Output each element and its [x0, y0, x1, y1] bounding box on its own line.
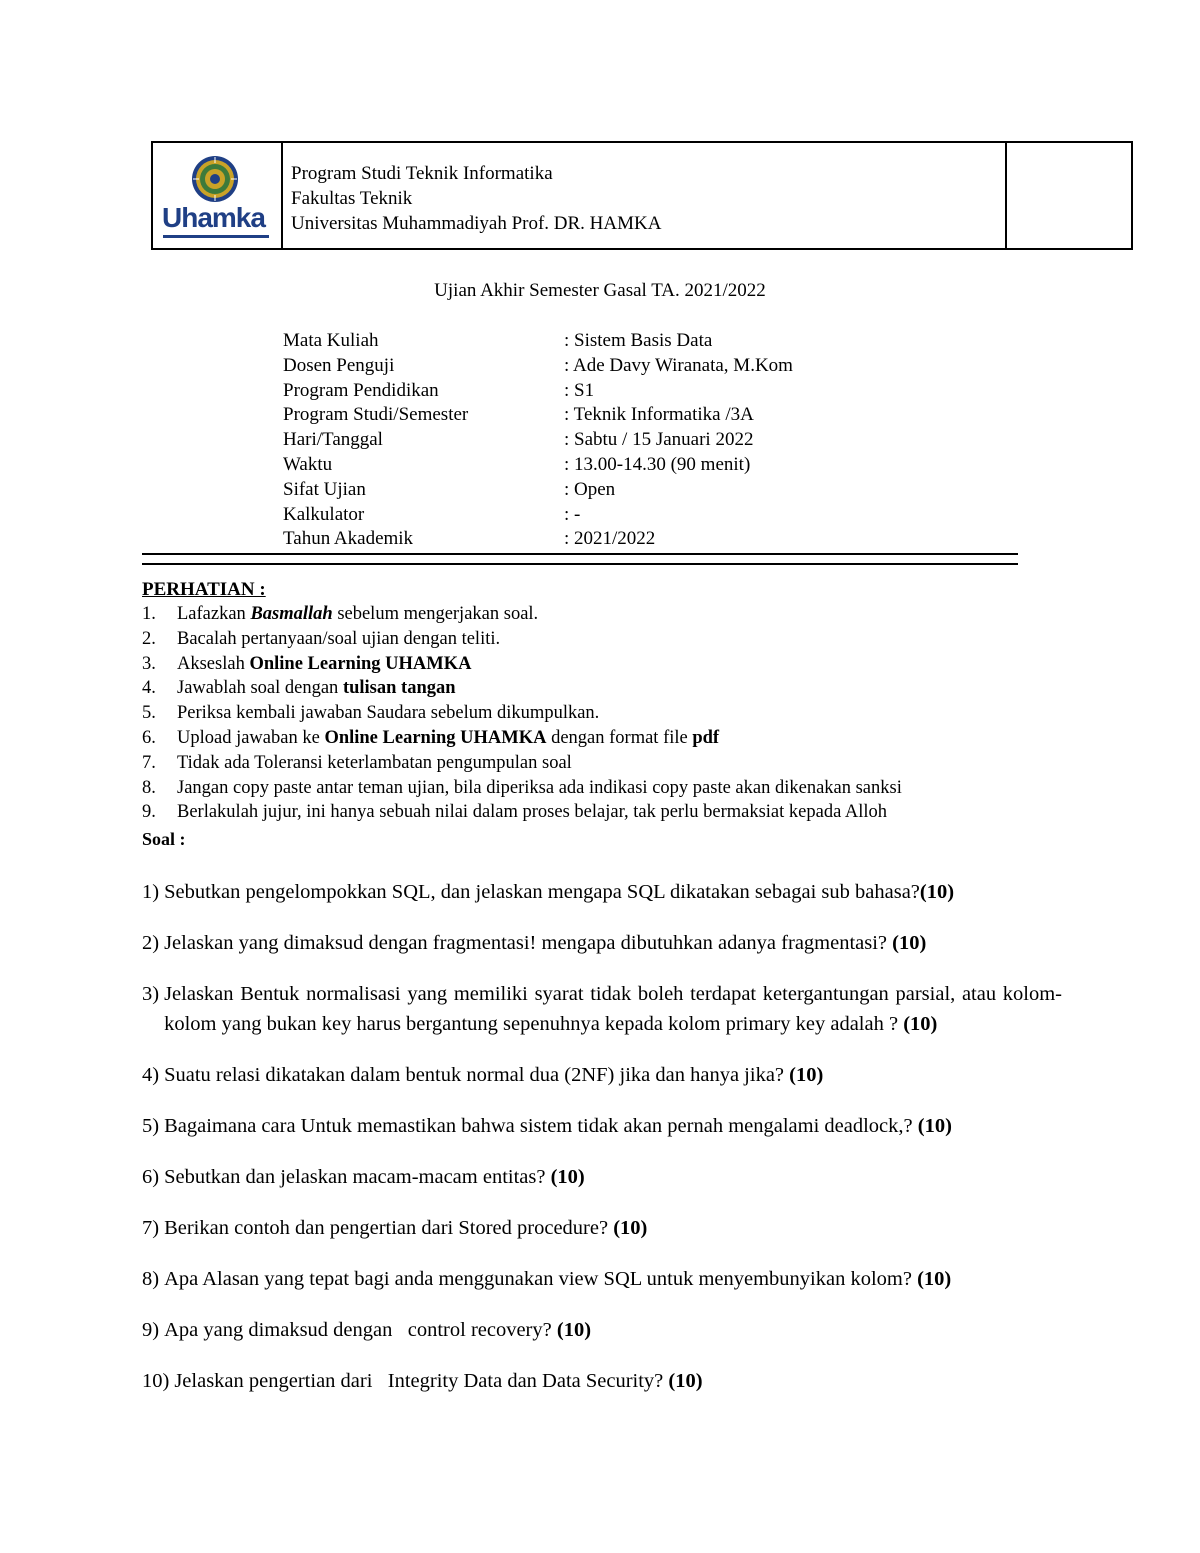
- rule-text-part: Akseslah: [177, 653, 250, 674]
- question-points: (10): [917, 1268, 952, 1290]
- meta-label: Kalkulator: [283, 503, 365, 525]
- meta-row: [283, 453, 793, 478]
- meta-row: [283, 503, 793, 528]
- question-points: (10): [789, 1064, 824, 1086]
- question-points: (10): [919, 881, 955, 903]
- meta-row: [283, 329, 793, 354]
- list-item: [142, 627, 902, 652]
- rule-number: 2.: [142, 628, 156, 649]
- rule-text: Bacalah pertanyaan/soal ujian dengan teliti.: [177, 628, 501, 649]
- rule-text: [177, 726, 719, 751]
- meta-label: Dosen Penguji: [283, 354, 395, 376]
- institution-info: [283, 143, 1007, 248]
- logo-underline: [163, 235, 269, 238]
- question-item: [142, 928, 1062, 958]
- rule-text: Jangan copy paste antar teman ujian, bila diperiksa ada indikasi copy paste akan dikenakan sanksi: [177, 777, 902, 798]
- question-item: [142, 1366, 1062, 1396]
- rule-text: [177, 676, 456, 701]
- meta-row: [283, 478, 793, 503]
- rule-text: [177, 652, 471, 677]
- university-seal-icon: [191, 155, 239, 203]
- meta-value: : Sabtu / 15 Januari 2022: [564, 429, 754, 451]
- meta-row: [283, 379, 793, 404]
- meta-label: Hari/Tanggal: [283, 429, 383, 451]
- question-item: [142, 1111, 1062, 1141]
- rule-text-bold: pdf: [692, 727, 720, 748]
- rule-number: 4.: [142, 678, 156, 699]
- question-text-part: Apa Alasan yang tepat bagi anda menggunakan view SQL untuk menyembunyikan kolom?: [164, 1268, 918, 1290]
- question-text-part: Sebutkan pengelompokkan SQL, dan jelaskan mengapa SQL dikatakan sebagai sub bahasa?: [164, 881, 920, 903]
- rule-text: Periksa kembali jawaban Saudara sebelum dikumpulkan.: [177, 703, 600, 724]
- question-points: (10): [556, 1319, 592, 1341]
- double-line-separator: [142, 553, 1018, 565]
- exam-details: [283, 329, 793, 552]
- meta-label: Sifat Ujian: [283, 478, 366, 500]
- faculty-line: Fakultas Teknik: [291, 188, 413, 209]
- question-text-part: Berikan contoh dan pengertian dari Stored procedure?: [164, 1217, 614, 1239]
- meta-label: Mata Kuliah: [283, 330, 379, 351]
- university-line: Universitas Muhammadiyah Prof. DR. HAMKA: [291, 213, 662, 234]
- soal-heading: Soal :: [142, 829, 186, 849]
- question-points: (10): [903, 1013, 938, 1035]
- meta-row: [283, 527, 793, 552]
- question-number: 8): [142, 1268, 160, 1290]
- question-text: [164, 1264, 1062, 1294]
- rules-list: [142, 602, 902, 825]
- list-item: [142, 676, 902, 701]
- question-text-part: Suatu relasi dikatakan dalam bentuk normal dua (2NF) jika dan hanya jika?: [164, 1064, 790, 1086]
- rule-text: Tidak ada Toleransi keterlambatan pengumpulan soal: [177, 752, 572, 773]
- rule-text-bold: Online Learning UHAMKA: [324, 727, 547, 748]
- question-item: [142, 1162, 1062, 1192]
- list-item: [142, 652, 902, 677]
- rule-text-part: dengan format file: [546, 727, 693, 748]
- question-text: [164, 1162, 1062, 1192]
- list-item: [142, 726, 902, 751]
- rule-text-bold: tulisan tangan: [342, 678, 456, 699]
- rule-number: 5.: [142, 703, 156, 724]
- question-item: [142, 1264, 1062, 1294]
- meta-row: [283, 354, 793, 379]
- rule-text-part: Lafazkan: [177, 604, 251, 624]
- question-text: [174, 1366, 1062, 1396]
- question-text-part: Bagaimana cara Untuk memastikan bahwa sistem tidak akan pernah mengalami deadlock,?: [164, 1115, 918, 1137]
- questions-list: [142, 877, 1062, 1417]
- meta-label: Tahun Akademik: [283, 528, 414, 550]
- question-number: 3): [142, 983, 160, 1005]
- rule-text-bold: Online Learning UHAMKA: [249, 653, 472, 674]
- question-text-part: Apa yang dimaksud dengan control recovery?: [164, 1319, 557, 1341]
- logo-cell: [153, 143, 283, 248]
- question-number: 7): [142, 1217, 160, 1239]
- meta-label: Program Studi/Semester: [283, 404, 469, 426]
- program-line: Program Studi Teknik Informatika: [291, 163, 553, 184]
- list-item: [142, 751, 902, 776]
- question-number: 9): [142, 1319, 160, 1341]
- question-text: [164, 979, 1062, 1039]
- list-item: [142, 800, 902, 825]
- header-table: [151, 141, 1133, 250]
- meta-value: : Open: [564, 478, 616, 500]
- list-item: [142, 602, 902, 627]
- meta-label: Program Pendidikan: [283, 379, 439, 401]
- meta-value: : 2021/2022: [564, 528, 656, 550]
- question-points: (10): [550, 1166, 585, 1188]
- question-item: [142, 877, 1062, 907]
- rule-number: 3.: [142, 653, 156, 674]
- question-item: [142, 1060, 1062, 1090]
- question-item: [142, 1315, 1062, 1345]
- question-text: [164, 1315, 1062, 1345]
- question-number: 1): [142, 881, 160, 903]
- rule-text: [177, 602, 538, 627]
- meta-label: Waktu: [283, 453, 333, 475]
- perhatian-heading: PERHATIAN :: [142, 579, 266, 600]
- question-points: (10): [917, 1115, 952, 1137]
- question-points: (10): [892, 932, 927, 954]
- rule-text: Berlakulah jujur, ini hanya sebuah nilai dalam proses belajar, tak perlu bermaksiat kepada Alloh: [177, 802, 888, 823]
- question-text: [164, 1213, 1062, 1243]
- question-number: 6): [142, 1166, 160, 1188]
- question-text: [164, 1111, 1062, 1141]
- meta-value: : Sistem Basis Data: [564, 330, 713, 351]
- university-logo-text: Uhamka: [162, 202, 265, 233]
- meta-value: : S1: [564, 379, 595, 401]
- question-text: [164, 1060, 1062, 1090]
- question-number: 5): [142, 1115, 160, 1137]
- question-number: 4): [142, 1064, 160, 1086]
- rule-number: 6.: [142, 727, 156, 748]
- rule-text-part: sebelum mengerjakan soal.: [332, 604, 539, 624]
- exam-title: Ujian Akhir Semester Gasal TA. 2021/2022: [434, 280, 766, 301]
- question-item: [142, 979, 1062, 1039]
- rule-number: 9.: [142, 802, 156, 823]
- list-item: [142, 776, 902, 801]
- rule-number: 7.: [142, 752, 156, 773]
- rule-number: 8.: [142, 777, 156, 798]
- list-item: [142, 701, 902, 726]
- question-text-part: Jelaskan Bentuk normalisasi yang memiliki syarat tidak boleh terdapat ketergantungan parsial, atau kolom-kolom yang bukan key harus bergantung sepenuhnya kepada kolom primary key adalah ?: [164, 983, 1062, 1035]
- question-number: 2): [142, 932, 160, 954]
- rule-number: 1.: [142, 604, 156, 624]
- question-text: [164, 928, 1062, 958]
- rule-text-part: Jawablah soal dengan: [177, 678, 343, 699]
- question-points: (10): [613, 1217, 648, 1239]
- meta-row: [283, 403, 793, 428]
- meta-value: : 13.00-14.30 (90 menit): [564, 453, 751, 475]
- question-text: [164, 877, 1062, 907]
- question-text-part: Sebutkan dan jelaskan macam-macam entitas?: [164, 1166, 551, 1188]
- blank-cell: [1007, 143, 1131, 248]
- meta-value: : Teknik Informatika /3A: [564, 404, 754, 426]
- question-text-part: Jelaskan yang dimaksud dengan fragmentasi! mengapa dibutuhkan adanya fragmentasi?: [164, 932, 893, 954]
- question-points: (10): [668, 1370, 703, 1392]
- rule-text-emphasis: Basmallah: [250, 604, 333, 624]
- rule-text-part: Upload jawaban ke: [177, 727, 325, 748]
- question-number: 10): [142, 1370, 170, 1392]
- meta-value: : Ade Davy Wiranata, M.Kom: [564, 354, 793, 376]
- meta-value: : -: [564, 503, 581, 525]
- question-text-part: Jelaskan pengertian dari Integrity Data dan Data Security?: [174, 1370, 669, 1392]
- question-item: [142, 1213, 1062, 1243]
- meta-row: [283, 428, 793, 453]
